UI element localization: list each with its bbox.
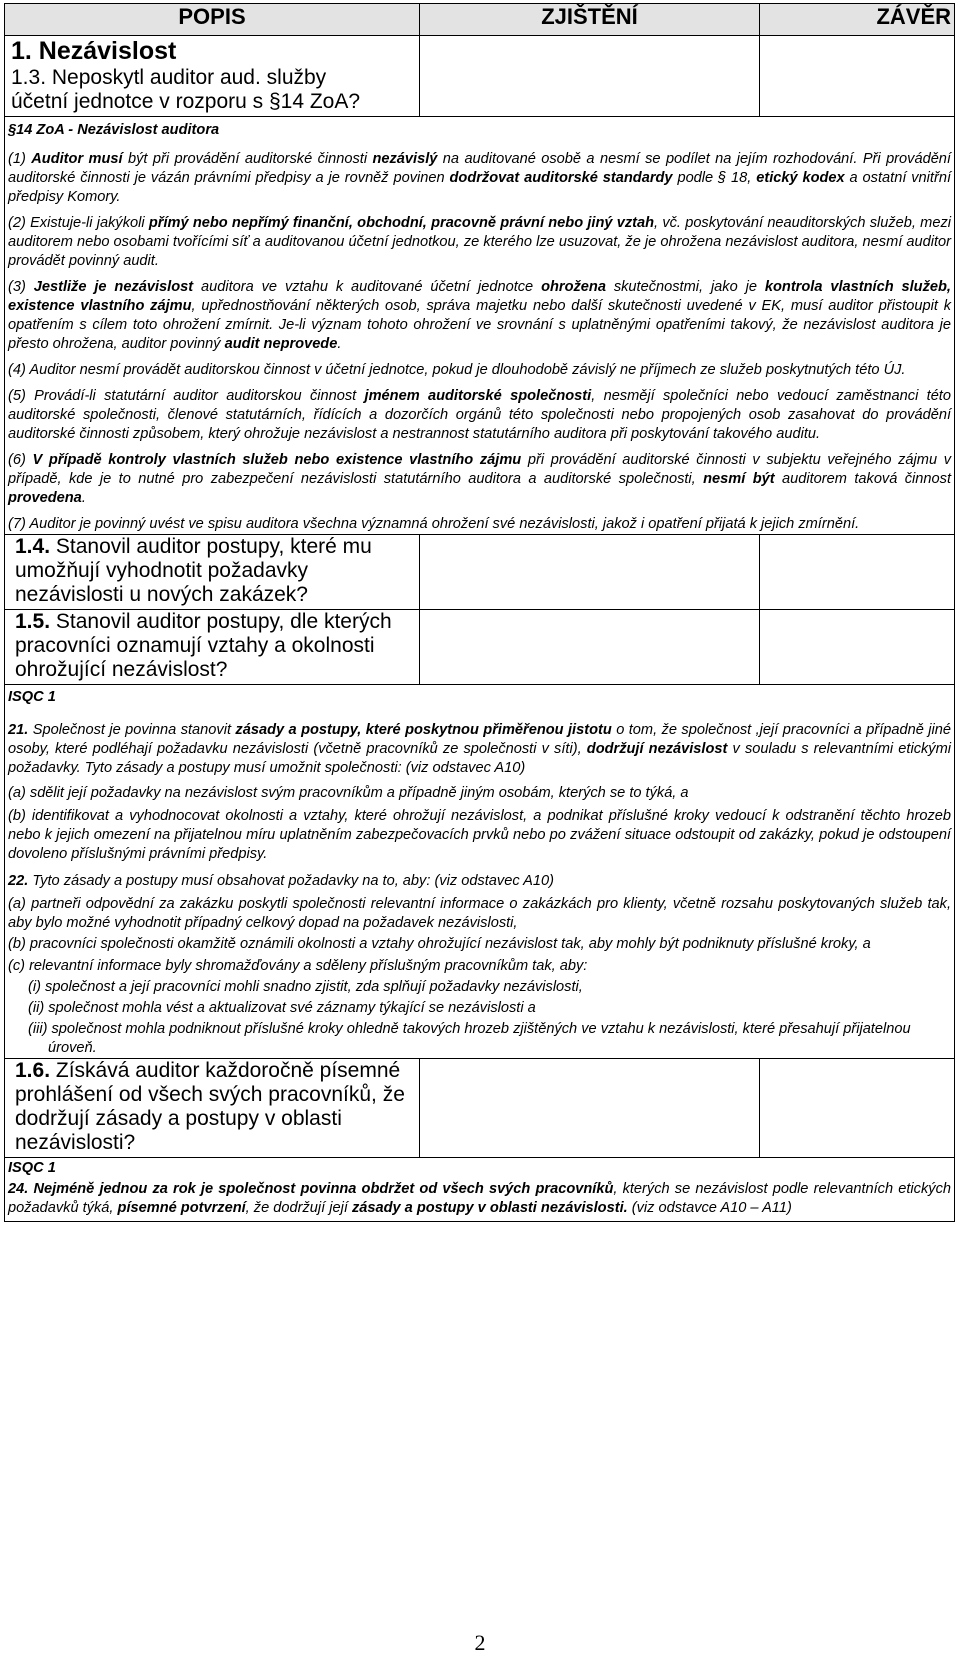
audit-checklist-page bbox=[4, 3, 954, 1623]
question-1-5-cell bbox=[5, 610, 420, 685]
question-row-1-5 bbox=[5, 610, 955, 685]
isqc-22-item-c-iii: (iii) společnost mohla podniknout příslušné kroky ohledně takových hrozeb zjištěných ve vztahu k nezávislosti, které přesahují přijatelnou úroveň. bbox=[28, 1021, 911, 1056]
zoa-paragraph-4: (4) Auditor nesmí provádět auditorskou činnost v účetní jednotce, pokud je dlouhodobě závislý ne příjmech ze služeb poskytnutých této ÚJ. bbox=[8, 362, 906, 378]
finding-1-3-cell[interactable] bbox=[420, 36, 760, 117]
header-zjisteni: ZJIŠTĚNÍ bbox=[420, 4, 760, 36]
isqc-paragraph-22: 22. Tyto zásady a postupy musí obsahovat požadavky na to, aby: (viz odstavec A10) bbox=[8, 873, 554, 889]
question-1-3 bbox=[11, 66, 416, 114]
isqc-22-item-c-i: (i) společnost a její pracovníci mohli snadno zjistit, zda splňují požadavky nezávislosti, bbox=[28, 979, 583, 995]
zoa-text-cell bbox=[5, 117, 955, 535]
question-1-5: 1.5. Stanovil auditor postupy, dle kterých pracovníci oznamují vztahy a okolnosti ohrožující nezávislost? bbox=[15, 610, 392, 681]
isqc-b-text-cell bbox=[5, 1158, 955, 1222]
zoa-title: §14 ZoA - Nezávislost auditora bbox=[8, 122, 220, 138]
isqc-a-title: ISQC 1 bbox=[8, 689, 56, 705]
section-title: 1. Nezávislost bbox=[11, 37, 177, 65]
question-1-3-number: 1.3. bbox=[11, 66, 47, 89]
legal-text-row-zoa bbox=[5, 117, 955, 535]
zoa-paragraph-7: (7) Auditor je povinný uvést ve spisu auditora všechna významná ohrožení své nezávislosti, jakož i opatření přijatá k jejich zmírnění. bbox=[8, 516, 860, 532]
isqc-21-item-b: (b) identifikovat a vyhodnocovat okolnosti a vztahy, které ohrožují nezávislost, a podnikat příslušné kroky vedoucí k odstranění těchto hrozeb nebo k jejich omezení na přijatelnou míru uplatněním zabezpečovacích prvků nebo po zvážení situace odstoupit od zakázky, pokud je odstoupení dovoleno příslušnými právními předpisy. bbox=[8, 808, 951, 862]
question-1-3-text-a: Neposkytl auditor aud. služby bbox=[46, 66, 327, 89]
isqc-22-item-a: (a) partneři odpovědní za zakázku poskytli společnosti relevantní informace o zakázkách pro klienty, včetně rozsahu poskytovaných služeb tak, aby bylo možné vyhodnotit případný celkový dopad na požadavek nezávislosti, bbox=[8, 896, 951, 931]
zoa-paragraph-3: (3) Jestliže je nezávislost auditora ve vztahu k auditované účetní jednotce ohrožena skutečnostmi, jako je kontrola vlastních služeb, existence vlastního zájmu, upřednostňování některých osob, správa majetku nebo další skutečnosti uvedené v EK, musí auditor přistoupit k opatřením s cílem toto ohrožení zmírnit. Je-li význam tohoto ohrožení ve srovnání s uplatněnými opatřeními takový, že nezávislost auditora je přesto ohrožena, auditor povinný audit neprovede. bbox=[8, 279, 952, 352]
header-popis: POPIS bbox=[5, 4, 420, 36]
header-row bbox=[5, 4, 955, 36]
finding-1-5-cell[interactable] bbox=[420, 610, 760, 685]
legal-text-row-isqc-a bbox=[5, 685, 955, 1059]
isqc-paragraph-24: 24. Nejméně jednou za rok je společnost povinna obdržet od všech svých pracovníků, kterých se nezávislost podle relevantních etických požadavků týká, písemné potvrzení, že dodržují její zásady a postupy v oblasti nezávislosti. (viz odstavce A10 – A11) bbox=[8, 1181, 951, 1216]
question-1-4: 1.4. Stanovil auditor postupy, které mu umožňují vyhodnotit požadavky nezávislosti u nových zakázek? bbox=[15, 535, 372, 606]
zoa-paragraph-6: (6) V případě kontroly vlastních služeb nebo existence vlastního zájmu při provádění auditorské činnosti v subjektu veřejného zájmu v případě, kde je to nutné pro zabezpečení nezávislosti statutárního auditora a auditorské společnosti, nesmí být auditorem taková činnost provedena. bbox=[8, 452, 952, 506]
question-1-6-cell bbox=[5, 1059, 420, 1158]
question-1-4-cell bbox=[5, 535, 420, 610]
question-1-6: 1.6. Získává auditor každoročně písemné prohlášení od všech svých pracovníků, že dodržují zásady a postupy v oblasti nezávislosti? bbox=[15, 1059, 405, 1154]
finding-1-6-cell[interactable] bbox=[420, 1059, 760, 1158]
conclusion-1-3-cell[interactable] bbox=[760, 36, 955, 117]
isqc-b-title: ISQC 1 bbox=[8, 1160, 56, 1176]
question-row-1-3 bbox=[5, 36, 955, 117]
legal-text-row-isqc-b bbox=[5, 1158, 955, 1222]
zoa-paragraph-2: (2) Existuje-li jakýkoli přímý nebo nepřímý finanční, obchodní, pracovně právní nebo jiný vztah, vč. poskytování neauditorských služeb, mezi auditorem nebo osobami tvořícími síť a auditovanou účetní jednotkou, ze kterého lze usuzovat, že je ohrožena nezávislost auditora, nesmí auditor provádět povinný audit. bbox=[8, 215, 951, 269]
zoa-paragraph-1: (1) Auditor musí být při provádění auditorské činnosti nezávislý na auditované osobě a nesmí se podílet na jejím rozhodování. Při provádění auditorské činnosti je vázán právními předpisy a je rovněž povinen dodržovat auditorské standardy podle § 18, etický kodex a ostatní vnitřní předpisy Komory. bbox=[8, 151, 951, 205]
zoa-paragraph-5: (5) Provádí-li statutární auditor auditorskou činnost jménem auditorské společnosti, nesmějí společníci nebo vedoucí zaměstnanci této auditorské společnosti, členové statutárních, řídících a dozorčích orgánů této společnosti nebo propojených osob zasahovat do provádění auditorské činnosti způsobem, který ohrožuje nezávislost a nestrannost statutárního auditora při poskytování takového auditu. bbox=[8, 388, 951, 442]
isqc-paragraph-21: 21. Společnost je povinna stanovit zásady a postupy, které poskytnou přiměřenou jistotu o tom, že společnost ,její pracovníci a případně jiné osoby, které podléhají požadavku nezávislosti (včetně pracovníků ze společnosti v síti), dodržují nezávislost v souladu s relevantními etickými požadavky. Tyto zásady a postupy musí umožnit společnosti: (viz odstavec A10) bbox=[8, 722, 952, 776]
conclusion-1-4-cell[interactable] bbox=[760, 535, 955, 610]
finding-1-4-cell[interactable] bbox=[420, 535, 760, 610]
header-zaver: ZÁVĚR bbox=[760, 4, 955, 36]
isqc-22-item-c: (c) relevantní informace byly shromažďovány a sděleny příslušným pracovníkům tak, aby: bbox=[8, 958, 588, 974]
isqc-a-text-cell bbox=[5, 685, 955, 1059]
isqc-22-item-b: (b) pracovníci společnosti okamžitě oznámili okolnosti a vztahy ohrožující nezávislost tak, aby mohly být podniknuty příslušné kroky, a bbox=[8, 936, 871, 952]
question-1-3-cell bbox=[5, 36, 420, 117]
checklist-table bbox=[4, 3, 955, 1222]
conclusion-1-6-cell[interactable] bbox=[760, 1059, 955, 1158]
question-row-1-4 bbox=[5, 535, 955, 610]
isqc-22-item-c-ii: (ii) společnost mohla vést a aktualizovat své záznamy týkající se nezávislosti a bbox=[28, 1000, 536, 1016]
question-1-3-text-b: účetní jednotce v rozporu s §14 ZoA? bbox=[11, 90, 361, 113]
isqc-21-item-a: (a) sdělit její požadavky na nezávislost svým pracovníkům a případně jiným osobám, kterých se to týká, a bbox=[8, 785, 689, 801]
page-number: 2 bbox=[474, 1630, 486, 1655]
conclusion-1-5-cell[interactable] bbox=[760, 610, 955, 685]
question-row-1-6 bbox=[5, 1059, 955, 1158]
